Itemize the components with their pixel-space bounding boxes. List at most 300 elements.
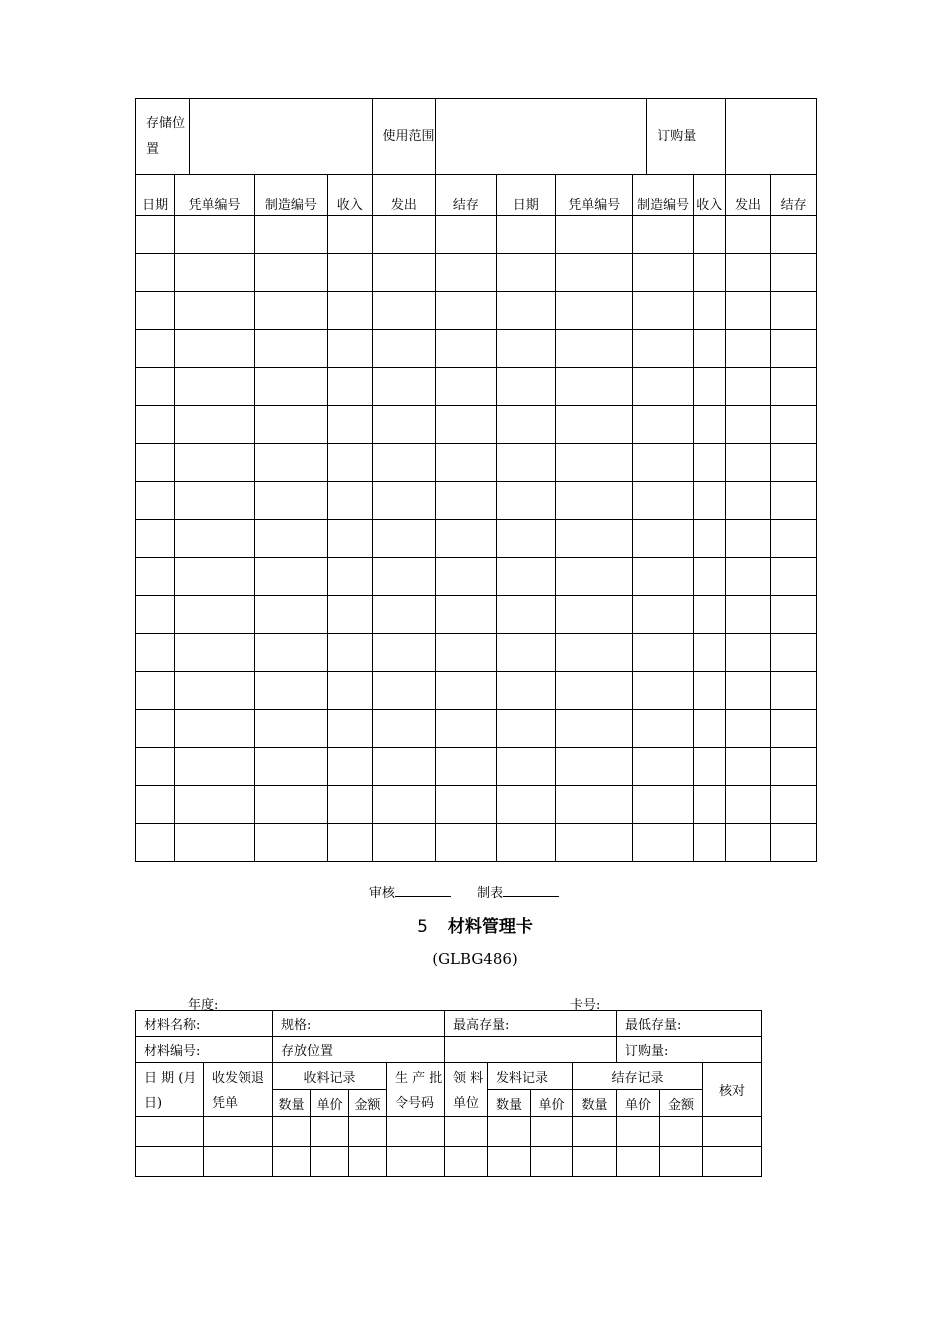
table-cell[interactable]	[136, 520, 175, 558]
table-cell[interactable]	[556, 634, 633, 672]
table-cell[interactable]	[254, 406, 327, 444]
table-cell[interactable]	[436, 292, 496, 330]
table-cell[interactable]	[136, 1117, 204, 1147]
table-row	[136, 292, 817, 330]
table-cell[interactable]	[556, 748, 633, 786]
table-row	[136, 520, 817, 558]
review-blank[interactable]	[395, 884, 451, 897]
table-cell[interactable]	[175, 596, 255, 634]
col-issued-2: 发出	[725, 175, 771, 216]
table-cell[interactable]	[693, 672, 725, 710]
table-cell[interactable]	[254, 482, 327, 520]
table-cell[interactable]	[136, 330, 175, 368]
table-cell[interactable]	[436, 786, 496, 824]
stock-qty: 数量	[573, 1090, 617, 1117]
table-cell[interactable]	[771, 596, 817, 634]
year-label: 年度:	[188, 998, 219, 1013]
table-cell[interactable]	[556, 596, 633, 634]
table-cell[interactable]	[372, 596, 436, 634]
table-cell[interactable]	[633, 520, 693, 558]
table-cell[interactable]	[496, 824, 555, 862]
table-cell[interactable]	[436, 672, 496, 710]
table-cell[interactable]	[771, 558, 817, 596]
table-cell[interactable]	[175, 292, 255, 330]
table-cell[interactable]	[327, 596, 372, 634]
table-cell[interactable]	[556, 786, 633, 824]
table-cell[interactable]	[372, 786, 436, 824]
table-cell[interactable]	[254, 292, 327, 330]
table-row	[136, 558, 817, 596]
table-cell[interactable]	[372, 444, 436, 482]
table-cell[interactable]	[327, 216, 372, 254]
table-row	[136, 710, 817, 748]
table-cell[interactable]	[660, 1117, 703, 1147]
table-cell[interactable]	[693, 596, 725, 634]
table-cell[interactable]	[327, 330, 372, 368]
table-cell[interactable]	[693, 748, 725, 786]
table-cell[interactable]	[556, 710, 633, 748]
table-cell[interactable]	[496, 786, 555, 824]
table-cell[interactable]	[436, 482, 496, 520]
check-header: 核对	[703, 1063, 762, 1117]
spec-label: 规格:	[273, 1011, 445, 1037]
table-cell[interactable]	[556, 292, 633, 330]
stock-record-header: 结存记录	[573, 1063, 703, 1090]
table-cell[interactable]	[372, 406, 436, 444]
table-cell[interactable]	[617, 1147, 660, 1177]
table-cell[interactable]	[136, 482, 175, 520]
table-cell[interactable]	[436, 368, 496, 406]
table-cell[interactable]	[254, 254, 327, 292]
table-cell[interactable]	[136, 292, 175, 330]
table-cell[interactable]	[771, 824, 817, 862]
table-cell[interactable]	[175, 786, 255, 824]
usage-scope-value[interactable]	[436, 99, 647, 175]
storage-location-label: 存储位置	[136, 99, 190, 175]
table-cell[interactable]	[349, 1117, 387, 1147]
table-row	[136, 482, 817, 520]
table-cell[interactable]	[703, 1147, 762, 1177]
table-cell[interactable]	[136, 558, 175, 596]
table-cell[interactable]	[436, 330, 496, 368]
table-cell[interactable]	[693, 292, 725, 330]
table-cell[interactable]	[556, 672, 633, 710]
table-cell[interactable]	[372, 672, 436, 710]
table-cell[interactable]	[771, 368, 817, 406]
table-cell[interactable]	[175, 710, 255, 748]
table-row	[136, 824, 817, 862]
table-cell[interactable]	[436, 444, 496, 482]
col-mfg-no-2: 制造编号	[633, 175, 693, 216]
table-cell[interactable]	[488, 1147, 531, 1177]
receipt-record-header: 收料记录	[273, 1063, 387, 1090]
table-cell[interactable]	[725, 634, 771, 672]
table-cell[interactable]	[136, 1147, 204, 1177]
table-row	[136, 406, 817, 444]
table-cell[interactable]	[556, 482, 633, 520]
table-cell[interactable]	[725, 672, 771, 710]
table-row	[136, 216, 817, 254]
table-cell[interactable]	[327, 710, 372, 748]
table-cell[interactable]	[496, 482, 555, 520]
receipt-qty: 数量	[273, 1090, 311, 1117]
table-cell[interactable]	[496, 292, 555, 330]
receipt-price: 单价	[311, 1090, 349, 1117]
table-cell[interactable]	[556, 406, 633, 444]
table-cell[interactable]	[496, 216, 555, 254]
table-cell[interactable]	[693, 330, 725, 368]
table-cell[interactable]	[496, 596, 555, 634]
table-cell[interactable]	[175, 216, 255, 254]
table-cell[interactable]	[771, 216, 817, 254]
review-label: 审核	[368, 886, 395, 901]
table-cell[interactable]	[725, 330, 771, 368]
table-cell[interactable]	[372, 558, 436, 596]
table-cell[interactable]	[372, 710, 436, 748]
col-mfg-no: 制造编号	[254, 175, 327, 216]
table-cell[interactable]	[633, 672, 693, 710]
table-cell[interactable]	[387, 1147, 445, 1177]
table-cell[interactable]	[327, 634, 372, 672]
material-name-label: 材料名称:	[136, 1011, 273, 1037]
table-cell[interactable]	[496, 520, 555, 558]
table-cell[interactable]	[436, 254, 496, 292]
table-cell[interactable]	[254, 330, 327, 368]
col-issued: 发出	[372, 175, 436, 216]
table-cell[interactable]	[311, 1117, 349, 1147]
table-cell[interactable]	[660, 1147, 703, 1177]
table-cell[interactable]	[633, 596, 693, 634]
table-cell[interactable]	[327, 444, 372, 482]
table-cell[interactable]	[436, 558, 496, 596]
table-cell[interactable]	[372, 824, 436, 862]
table-cell[interactable]	[725, 406, 771, 444]
table-cell[interactable]	[693, 482, 725, 520]
table-cell[interactable]	[633, 786, 693, 824]
table-cell[interactable]	[693, 786, 725, 824]
table-cell[interactable]	[496, 330, 555, 368]
table-cell[interactable]	[771, 520, 817, 558]
receipt-amount: 金额	[349, 1090, 387, 1117]
table-row	[136, 672, 817, 710]
table-cell[interactable]	[436, 634, 496, 672]
table-cell[interactable]	[136, 634, 175, 672]
order-qty-label: 订购量:	[617, 1037, 762, 1063]
section-title-text: 材料管理卡	[447, 917, 533, 937]
table-cell[interactable]	[254, 368, 327, 406]
table-cell[interactable]	[372, 368, 436, 406]
prepared-blank[interactable]	[503, 884, 559, 897]
table-cell[interactable]	[725, 292, 771, 330]
table-cell[interactable]	[254, 786, 327, 824]
table-cell[interactable]	[725, 216, 771, 254]
table-row	[136, 444, 817, 482]
table-cell[interactable]	[693, 710, 725, 748]
stock-ledger-table	[135, 98, 817, 862]
table-cell[interactable]	[496, 406, 555, 444]
issue-qty: 数量	[488, 1090, 531, 1117]
table-cell[interactable]	[633, 482, 693, 520]
table-cell[interactable]	[254, 748, 327, 786]
usage-scope-label: 使用范围	[372, 99, 436, 175]
section-title	[0, 912, 950, 937]
table-cell[interactable]	[327, 406, 372, 444]
table-cell[interactable]	[327, 786, 372, 824]
table-cell[interactable]	[327, 482, 372, 520]
table-cell[interactable]	[372, 748, 436, 786]
voucher-header: 收发领退凭单	[204, 1063, 273, 1117]
table-cell[interactable]	[771, 444, 817, 482]
table-cell[interactable]	[175, 558, 255, 596]
table-cell[interactable]	[136, 254, 175, 292]
table-cell[interactable]	[703, 1117, 762, 1147]
table-cell[interactable]	[175, 482, 255, 520]
table-cell[interactable]	[633, 216, 693, 254]
table-cell[interactable]	[496, 634, 555, 672]
table-cell[interactable]	[633, 292, 693, 330]
table-cell[interactable]	[136, 406, 175, 444]
table-cell[interactable]	[254, 520, 327, 558]
table-row	[136, 786, 817, 824]
table-cell[interactable]	[327, 368, 372, 406]
max-stock-label: 最高存量:	[445, 1011, 617, 1037]
storage-location-value[interactable]	[190, 99, 372, 175]
table-cell[interactable]	[372, 520, 436, 558]
table-cell[interactable]	[771, 672, 817, 710]
table-cell[interactable]	[175, 406, 255, 444]
table-cell[interactable]	[633, 368, 693, 406]
table-cell[interactable]	[633, 824, 693, 862]
table-cell[interactable]	[633, 254, 693, 292]
prepared-label: 制表	[477, 886, 504, 901]
table-cell[interactable]	[327, 520, 372, 558]
table-cell[interactable]	[136, 710, 175, 748]
table-cell[interactable]	[496, 558, 555, 596]
table-cell[interactable]	[633, 558, 693, 596]
table-cell[interactable]	[175, 520, 255, 558]
table-cell[interactable]	[725, 824, 771, 862]
material-card-table	[135, 1010, 762, 1177]
table-cell[interactable]	[175, 672, 255, 710]
table-cell[interactable]	[327, 748, 372, 786]
ledger-header-row	[136, 175, 817, 216]
table-cell[interactable]	[725, 444, 771, 482]
table-cell[interactable]	[372, 254, 436, 292]
table-row	[136, 1147, 762, 1177]
table-cell[interactable]	[573, 1147, 617, 1177]
table-cell[interactable]	[556, 330, 633, 368]
table-cell[interactable]	[175, 634, 255, 672]
table-cell[interactable]	[693, 406, 725, 444]
order-quantity-value[interactable]	[725, 99, 816, 175]
table-cell[interactable]	[556, 444, 633, 482]
table-cell[interactable]	[633, 406, 693, 444]
table-cell[interactable]	[633, 444, 693, 482]
table-cell[interactable]	[175, 444, 255, 482]
table-cell[interactable]	[445, 1147, 488, 1177]
table-cell[interactable]	[771, 786, 817, 824]
table-cell[interactable]	[175, 824, 255, 862]
table-cell[interactable]	[136, 786, 175, 824]
table-cell[interactable]	[436, 406, 496, 444]
blank-cell[interactable]	[445, 1037, 617, 1063]
col-balance-2: 结存	[771, 175, 817, 216]
table-cell[interactable]	[372, 216, 436, 254]
table-cell[interactable]	[311, 1147, 349, 1177]
table-cell[interactable]	[445, 1117, 488, 1147]
issuing-unit-header: 领 料单位	[445, 1063, 488, 1117]
table-cell[interactable]	[725, 482, 771, 520]
table-cell[interactable]	[633, 748, 693, 786]
table-cell[interactable]	[693, 824, 725, 862]
table-cell[interactable]	[254, 710, 327, 748]
col-received: 收入	[327, 175, 372, 216]
table-cell[interactable]	[204, 1147, 273, 1177]
table-cell[interactable]	[693, 254, 725, 292]
table-cell[interactable]	[436, 596, 496, 634]
table-cell[interactable]	[327, 672, 372, 710]
table-cell[interactable]	[693, 558, 725, 596]
storage-location-label-2: 存放位置	[273, 1037, 445, 1063]
table-cell[interactable]	[725, 786, 771, 824]
table-cell[interactable]	[771, 292, 817, 330]
table-cell[interactable]	[633, 710, 693, 748]
col-date-2: 日期	[496, 175, 555, 216]
col-voucher-no: 凭单编号	[175, 175, 255, 216]
table-cell[interactable]	[175, 748, 255, 786]
table-cell[interactable]	[693, 368, 725, 406]
table-cell[interactable]	[556, 368, 633, 406]
table-cell[interactable]	[372, 330, 436, 368]
table-cell[interactable]	[254, 672, 327, 710]
table-cell[interactable]	[496, 748, 555, 786]
signature-line	[0, 882, 950, 901]
table-cell[interactable]	[617, 1117, 660, 1147]
table-cell[interactable]	[136, 368, 175, 406]
table-cell[interactable]	[633, 634, 693, 672]
table-cell[interactable]	[254, 558, 327, 596]
table-cell[interactable]	[771, 710, 817, 748]
table-cell[interactable]	[254, 824, 327, 862]
table-cell[interactable]	[254, 216, 327, 254]
table-cell[interactable]	[556, 520, 633, 558]
table-cell[interactable]	[771, 634, 817, 672]
table-cell[interactable]	[556, 254, 633, 292]
table-row	[136, 368, 817, 406]
table-cell[interactable]	[496, 368, 555, 406]
table-cell[interactable]	[436, 748, 496, 786]
table-cell[interactable]	[771, 254, 817, 292]
table-cell[interactable]	[436, 824, 496, 862]
table-cell[interactable]	[273, 1147, 311, 1177]
table-cell[interactable]	[372, 634, 436, 672]
table-cell[interactable]	[771, 330, 817, 368]
table-row	[136, 596, 817, 634]
table-cell[interactable]	[436, 710, 496, 748]
table-cell[interactable]	[175, 330, 255, 368]
table-cell[interactable]	[693, 444, 725, 482]
table-cell[interactable]	[349, 1147, 387, 1177]
table-cell[interactable]	[693, 216, 725, 254]
table-row	[136, 330, 817, 368]
col-voucher-no-2: 凭单编号	[556, 175, 633, 216]
table-cell[interactable]	[725, 520, 771, 558]
table-cell[interactable]	[771, 406, 817, 444]
table-cell[interactable]	[771, 748, 817, 786]
table-cell[interactable]	[531, 1147, 573, 1177]
material-code-label: 材料编号:	[136, 1037, 273, 1063]
table-cell[interactable]	[556, 216, 633, 254]
card-no-label: 卡号:	[570, 998, 601, 1013]
table-cell[interactable]	[725, 558, 771, 596]
table-cell[interactable]	[136, 748, 175, 786]
table-cell[interactable]	[633, 330, 693, 368]
table-cell[interactable]	[136, 672, 175, 710]
table-row	[136, 634, 817, 672]
table-cell[interactable]	[136, 444, 175, 482]
table-cell[interactable]	[136, 596, 175, 634]
table-cell[interactable]	[573, 1117, 617, 1147]
table-cell[interactable]	[254, 444, 327, 482]
table-cell[interactable]	[531, 1117, 573, 1147]
table-cell[interactable]	[436, 520, 496, 558]
col-balance: 结存	[436, 175, 496, 216]
table-cell[interactable]	[693, 520, 725, 558]
table-cell[interactable]	[693, 634, 725, 672]
issue-record-header: 发料记录	[488, 1063, 573, 1090]
table-cell[interactable]	[496, 672, 555, 710]
table-cell[interactable]	[327, 254, 372, 292]
issue-price: 单价	[531, 1090, 573, 1117]
table-row	[136, 748, 817, 786]
table-cell[interactable]	[327, 558, 372, 596]
date-header: 日 期 (月日)	[136, 1063, 204, 1117]
table-cell[interactable]	[175, 254, 255, 292]
table-cell[interactable]	[273, 1117, 311, 1147]
table-cell[interactable]	[254, 634, 327, 672]
stock-amount: 金额	[660, 1090, 703, 1117]
table-cell[interactable]	[372, 482, 436, 520]
table-cell[interactable]	[556, 824, 633, 862]
table-row	[136, 254, 817, 292]
table-cell[interactable]	[327, 824, 372, 862]
table-cell[interactable]	[327, 292, 372, 330]
section-number: 5	[417, 917, 428, 937]
form-code: (GLBG486)	[432, 950, 518, 968]
table-cell[interactable]	[175, 368, 255, 406]
table-cell[interactable]	[771, 482, 817, 520]
table-cell[interactable]	[254, 596, 327, 634]
table-cell[interactable]	[725, 748, 771, 786]
table-cell[interactable]	[725, 710, 771, 748]
table-cell[interactable]	[725, 254, 771, 292]
table-row	[136, 1117, 762, 1147]
table-cell[interactable]	[136, 824, 175, 862]
table-cell[interactable]	[436, 216, 496, 254]
table-cell[interactable]	[372, 292, 436, 330]
table-cell[interactable]	[496, 444, 555, 482]
table-cell[interactable]	[204, 1117, 273, 1147]
table-cell[interactable]	[496, 254, 555, 292]
table-cell[interactable]	[725, 596, 771, 634]
table-cell[interactable]	[556, 558, 633, 596]
table-cell[interactable]	[496, 710, 555, 748]
min-stock-label: 最低存量:	[617, 1011, 762, 1037]
table-cell[interactable]	[488, 1117, 531, 1147]
table-cell[interactable]	[725, 368, 771, 406]
table-cell[interactable]	[387, 1117, 445, 1147]
table-cell[interactable]	[136, 216, 175, 254]
